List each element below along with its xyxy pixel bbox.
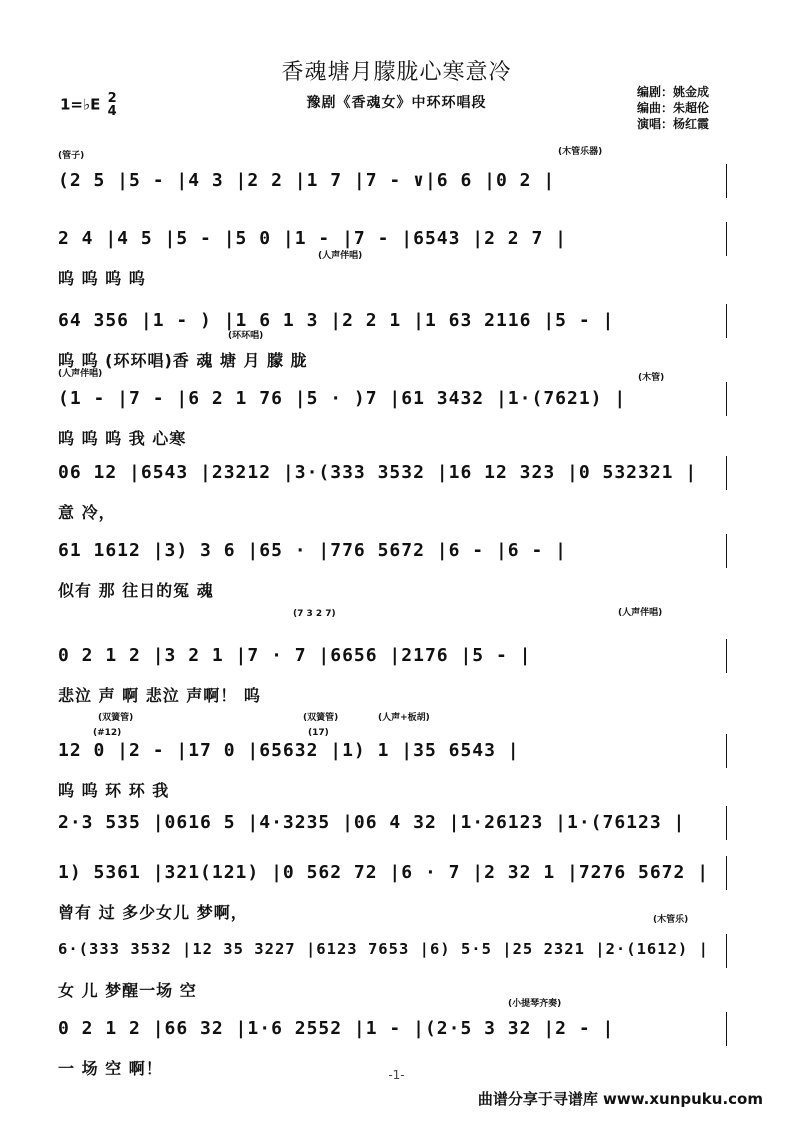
barline — [726, 456, 727, 490]
performance-annotation: (人声伴唱) — [618, 608, 663, 618]
performance-annotation: (木管乐器) — [558, 147, 603, 157]
barline — [726, 222, 727, 256]
notation-line: 12 0 |2 - |17 0 |65632 |1) 1 |35 6543 | — [58, 740, 520, 761]
lyric-line: 意 冷， — [58, 503, 116, 522]
credit-writer: 编剧：姚金成 — [637, 85, 710, 99]
key-label: 1=♭E — [60, 95, 101, 114]
performance-annotation: (双簧管) — [303, 713, 339, 723]
performance-annotation: (管子) — [58, 151, 85, 161]
barline — [726, 382, 727, 416]
performance-annotation: (#12) — [93, 728, 122, 738]
staff-system — [58, 713, 728, 800]
notation-line: 2·3 535 |0616 5 |4·3235 |06 4 32 |1·26123 |1·(76123 | — [58, 812, 686, 833]
credits — [637, 84, 709, 132]
barline — [726, 534, 727, 568]
page-number: -1- — [388, 1068, 405, 1082]
credit-singer: 演唱：杨红霞 — [637, 117, 710, 131]
lyric-line: 一 场 空 啊！ — [58, 1059, 163, 1078]
lyric-line: 呜 呜 呜 呜 — [58, 269, 146, 288]
performance-annotation: (木管乐) — [653, 915, 689, 925]
barline — [726, 304, 727, 338]
time-top: 2 — [107, 91, 117, 106]
notation-line: 1) 5361 |321(121) |0 562 72 |6 · 7 |2 32 1 |7276 5672 | — [58, 862, 710, 883]
notation-line: 06 12 |6543 |23212 |3·(333 3532 |16 12 323 |0 532321 | — [58, 462, 698, 483]
lyric-line: 悲泣 声 啊 悲泣 声啊！ 呜 — [58, 686, 261, 705]
lyric-line: 女 儿 梦醒一场 空 — [58, 981, 197, 1000]
credit-arranger: 编曲：朱超伦 — [637, 101, 710, 115]
notation-line: 6·(333 3532 |12 35 3227 |6123 7653 |6) 5·5 |25 2321 |2·(1612) | — [58, 940, 709, 958]
barline — [726, 734, 727, 768]
staff-system — [58, 999, 728, 1078]
notation-line: 61 1612 |3) 3 6 |65 · |776 5672 |6 - |6 - | — [58, 540, 567, 561]
staff-system — [58, 812, 728, 842]
barline — [726, 639, 727, 673]
notation-line: 2 4 |4 5 |5 - |5 0 |1 - |7 - |6543 |2 2 7 | — [58, 228, 567, 249]
performance-annotation: (7 3 2 7) — [293, 609, 336, 619]
lyric-line: 呜 呜 环 环 我 — [58, 781, 170, 800]
performance-annotation: (小提琴齐奏) — [508, 999, 562, 1009]
source-credit: 曲谱分享于寻谱库 www.xunpuku.com — [477, 1090, 763, 1108]
staff-system — [58, 608, 728, 705]
performance-annotation: (人声伴唱) — [318, 251, 363, 261]
staff-system — [58, 915, 728, 1000]
time-bottom: 4 — [107, 104, 117, 119]
notation-line: 0 2 1 2 |3 2 1 |7 · 7 |6656 |2176 |5 - | — [58, 645, 532, 666]
staff-system — [58, 228, 728, 288]
notation-line: (1 - |7 - |6 2 1 76 |5 · )7 |61 3432 |1·(7621) | — [58, 388, 627, 409]
notation-line: (2 5 |5 - |4 3 |2 2 |1 7 |7 - ∨|6 6 |0 2 | — [58, 170, 556, 191]
barline — [726, 934, 727, 968]
barline — [726, 1012, 727, 1046]
barline — [726, 856, 727, 890]
lyric-line: 似有 那 往日的冤 魂 — [58, 581, 214, 600]
staff-system — [58, 310, 728, 370]
staff-system — [58, 540, 728, 600]
staff-system — [58, 462, 728, 522]
performance-annotation: (木管) — [638, 373, 665, 383]
staff-system — [58, 147, 728, 200]
performance-annotation: (17) — [308, 728, 329, 738]
page-subtitle: 豫剧《香魂女》中环环唱段 — [306, 95, 487, 111]
barline — [726, 806, 727, 840]
performance-annotation: (环环唱) — [228, 331, 264, 341]
key-signature — [60, 92, 117, 118]
notation-line: 64 356 |1 - ) |1 6 1 3 |2 2 1 |1 63 2116 |5 - | — [58, 310, 615, 331]
lyric-line: 呜 呜 (环环唱)香 魂 塘 月 朦 胧 — [58, 351, 308, 370]
lyric-line: 曾有 过 多少女儿 梦啊， — [58, 903, 248, 922]
time-signature — [108, 92, 117, 118]
page-title: 香魂塘月朦胧心寒意冷 — [281, 60, 512, 85]
performance-annotation: (人声+板胡) — [378, 713, 430, 723]
barline — [726, 164, 727, 198]
lyric-line: 呜 呜 呜 我 心寒 — [58, 429, 187, 448]
performance-annotation: (双簧管) — [98, 713, 134, 723]
staff-system — [58, 369, 728, 448]
notation-line: 0 2 1 2 |66 32 |1·6 2552 |1 - |(2·5 3 32 |2 - | — [58, 1018, 615, 1039]
performance-annotation: (人声伴唱) — [58, 369, 103, 379]
